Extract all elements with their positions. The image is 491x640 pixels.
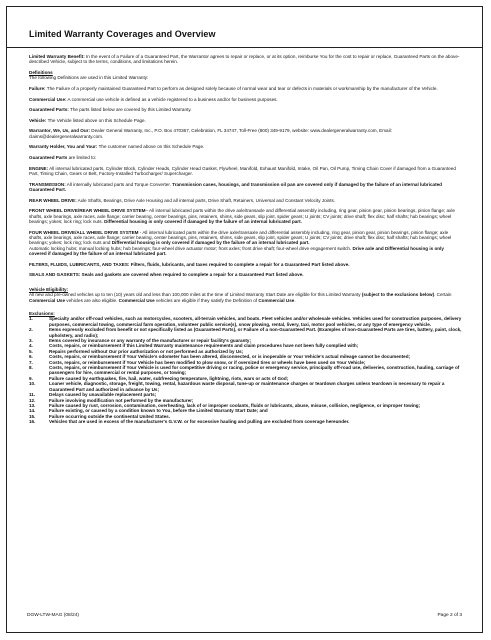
eligibility-heading: Vehicle Eligibility:	[29, 286, 69, 292]
definition-text: The parts listed below are covered by this Limited Warranty.	[68, 107, 192, 113]
exclusion-text: Repairs performed without Our prior authorization or not performed as authorized by Us;	[49, 348, 244, 354]
exclusion-text: Items expressly excluded from benefit or not specifically listed as (Guaranteed Parts), or Failure of a non-Guaranteed Part. (Examples of non-Guaranteed Parts are tires, battery, paint, clock, upholstery, and radio);	[49, 327, 462, 338]
eligibility-text	[29, 292, 462, 303]
definition-line	[29, 75, 462, 80]
definition-line	[29, 86, 462, 91]
exclusion-number: 14.	[29, 408, 36, 414]
definition-line	[29, 97, 462, 102]
coverage-engine	[29, 166, 462, 177]
eligibility-span: (subject to the exclusions below)	[361, 292, 435, 298]
document-page	[6, 6, 483, 633]
exclusion-text: Costs, repairs, or reimbursement if Your Vehicle is used for competitive driving or racing, police or emergency service, principally off-road use, deliveries, construction, hauling, carriage of passengers for hire, commercial or rental purposes, or towing;	[49, 365, 460, 376]
eligibility-section	[29, 287, 462, 303]
form-code: DGW-LTW-MAG (08/24)	[27, 613, 79, 618]
exclusion-text: Failure existing, or caused by a condition known to You, before the Limited Warranty Start Date; and	[49, 408, 268, 414]
definition-text: The customer named above on this Schedule Page.	[97, 144, 205, 150]
exclusion-text: Loaner vehicle, diagnostic, storage, freight, towing, rental, hazardous waste disposal, tune-up or maintenance charges or teardown charges unless teardown is necessary to repair a Guaranteed Part and authorized in advance by Us;	[49, 381, 445, 392]
exclusion-number: 5.	[29, 348, 33, 354]
benefit-label: Limited Warranty Benefit:	[29, 54, 85, 59]
exclusion-item	[29, 419, 462, 424]
exclusion-text: Failure caused by rust, corrosion, contamination, overheating, lack of or improper coolants, fluids or lubricants, abuse, misuse, collision, negligence, or improper towing;	[49, 402, 421, 408]
exclusion-text: Items covered by insurance or any warranty of the manufacturer or repair facility's guaranty;	[49, 338, 252, 344]
exclusion-number: 10.	[29, 381, 36, 387]
title-bar	[7, 7, 482, 48]
definition-text: The Vehicle listed above on this Schedule Page.	[46, 117, 146, 123]
coverage-text: – All internal lubricated parts within the drive axle/transaxle and differential assembly including, ring gear, pinion gear, pinion bearings, pinion flange; axle shafts, axle bearings, axle races, axle flange; carrier bearing, center bearings, pins, retainers, shims, side gears, slip joint, spider gears; U joints; CV joints; drive shaft; flex disc; half shafts; hub bearings; wheel bearings; yokes; lock ring; lock nuts.	[29, 208, 455, 224]
coverage-label: TRANSMISSION:	[29, 181, 66, 187]
definition-text: are limited to:	[67, 154, 97, 160]
exclusions-heading: Exclusions:	[29, 311, 55, 316]
definition-term: Warranty Holder, You and Your:	[29, 144, 98, 150]
exclusion-number: 11.	[29, 392, 36, 398]
exclusion-number: 13.	[29, 402, 36, 408]
coverage-text: All internally lubricated parts and Torque Converter.	[65, 181, 173, 187]
eligibility-span: Commercial Use	[29, 297, 66, 303]
exclusion-number: 7.	[29, 359, 33, 365]
coverage-rear-wheel-drive	[29, 198, 462, 203]
exclusion-item	[29, 365, 462, 376]
eligibility-span: All new and pre-owned vehicles up to ten (10) years old and less than 100,000 miles at the time of Limited Warranty Start Date are eligible for this Limited Warranty	[29, 292, 362, 298]
coverage-label: SEALS AND GASKETS:	[29, 272, 81, 278]
exclusion-number: 4.	[29, 343, 33, 349]
coverage-seals-gaskets	[29, 272, 462, 277]
benefit-paragraph	[29, 54, 462, 65]
exclusion-text: Costs, repairs, or reimbursement if this Limited Warranty maintenance requirements and claim procedures have not been fully complied with;	[49, 343, 359, 349]
coverage-note: Differential housing is only covered if damaged by the failure of an internal lubricated part.	[111, 240, 310, 246]
exclusion-text: Vehicles that are used in excess of the manufacturer's G.V.W. or for excessive hauling and pulling are excluded from coverage hereunder.	[49, 419, 350, 425]
definition-text: The following Definitions are used in this Limited Warranty:	[29, 75, 149, 81]
definition-line	[29, 128, 462, 139]
exclusion-text: Specialty and/or off-road vehicles, such as motorcycles, scooters, all-terrain vehicles, and boats. Fleet vehicles and/or wholesale vehicles. Vehicles used for construction purposes, delivery purposes, commercial towing, commercial farm operation, volunteer public service(s), snow plowing, rental, livery, taxi, motor pool vehicles, or any type of emergency vehicle.	[49, 316, 462, 327]
definition-line	[29, 155, 462, 160]
definition-term: Warrantor, We, Us, and Our:	[29, 128, 91, 134]
definition-line	[29, 107, 462, 112]
eligibility-span: Commercial Use	[258, 297, 295, 303]
exclusion-number: 16.	[29, 419, 36, 425]
eligibility-span: vehicles are also eligible.	[65, 297, 119, 303]
benefit-text: In the event of a Failure of a Guaranteed Part, the Warrantor agrees to repair or replace, or at its option, reimburse You for the cost to repair or replace, Guaranteed Parts on the above-described Vehicle, subject to the terms, conditions, and limitations herein.	[29, 54, 460, 65]
exclusion-number: 1.	[29, 316, 33, 322]
definition-term: Failure:	[29, 86, 46, 91]
exclusion-number: 8.	[29, 365, 33, 371]
definition-text: A commercial use vehicle is defined as a vehicle registered to a business and/or for business purposes.	[66, 96, 278, 102]
exclusion-text: Failure occurring outside the continental United States.	[49, 413, 170, 419]
exclusion-number: 15.	[29, 413, 36, 419]
definition-term: Guaranteed Parts:	[29, 107, 69, 113]
exclusion-number: 9.	[29, 375, 33, 381]
exclusion-text: Delays caused by unavailable replacement parts;	[49, 392, 157, 398]
definitions-section	[29, 70, 462, 160]
definitions-heading: Definitions	[29, 70, 53, 75]
eligibility-span: vehicles are eligible if they satisfy the Definition of	[154, 297, 259, 303]
coverage-transmission	[29, 182, 462, 193]
coverage-note: Transmission cases, housings, and transmission oil pan are covered only if damaged by the failure of an internal lubricated Guaranteed Part.	[29, 181, 442, 192]
coverage-label: FRONT WHEEL DRIVE/REAR WHEEL DRIVE SYSTEM	[29, 208, 146, 214]
definition-text: The Failure of a properly maintained Guaranteed Part to perform as designed solely because of normal wear and tear or defects in materials or workmanship by the manufacturer of the Vehicle.	[45, 86, 438, 91]
coverage-note: Differential housing is only covered if damaged by the failure of an internal lubricated part.	[104, 218, 302, 224]
exclusions-list	[29, 316, 462, 424]
exclusion-number: 6.	[29, 354, 33, 360]
definition-line	[29, 118, 462, 123]
exclusions-section	[29, 311, 462, 425]
coverage-note: Drive axle and Differential housing is only covered if damaged by the failure of an internal lubricated part.	[29, 245, 444, 257]
eligibility-span: Commercial Use	[118, 297, 155, 303]
eligibility-span: . Certain	[434, 292, 452, 298]
exclusion-item	[29, 327, 462, 338]
definition-term: Vehicle:	[29, 117, 47, 123]
coverage-four-wheel-drive	[29, 230, 462, 246]
exclusion-number: 3.	[29, 338, 33, 344]
definition-term: Guaranteed Parts	[29, 154, 68, 160]
coverage-label: REAR WHEEL DRIVE:	[29, 197, 77, 203]
exclusion-text: Failure caused by earthquakes, fire, hail, water, subfreezing temperature, lightning, riots, wars or acts of God;	[49, 375, 289, 381]
exclusion-item	[29, 316, 462, 327]
coverage-text: - All internal lubricated parts within the drive axle/transaxle and differential assembly including, ring gear, pinion gear, pinion bearings, pinion flange; axle shafts, axle bearings, axle races, axle flange; carrier bearing, center bearings, pins, retainers, shims, side gears, slip joint, spider gears; U joints; CV joints; drive shaft; flex disc; half shafts; hub bearings; wheel bearings; yokes; lock ring; lock nuts and	[29, 229, 452, 246]
coverage-text: Automatic locking hubs; manual locking hubs; hub bearings; four-wheel drive actuator motor; front axles; front drive shaft; four-wheel drive engagement switch.	[29, 245, 353, 251]
coverage-text: Axle Shafts, Bearings, Drive Axle Housing and all internal parts, Drive Shaft, Retainers, Universal and Constant Velocity Joints.	[76, 197, 336, 203]
coverage-front-wheel-drive	[29, 208, 462, 224]
coverage-four-wheel-drive-extra	[29, 246, 462, 257]
definition-line	[29, 144, 462, 149]
coverage-text: All internal lubricated parts, Cylinder Block, Cylinder Heads, Cylinder Head Gasket, Flywheel, Manifold, Exhaust Manifold, Intake, Oil Pan, Oil Pump, Timing Chain Cover if damaged from a Guaranteed Part, Timing Chain, Gears or Belt, Factory-Installed Turbocharger/ Supercharger.	[29, 165, 456, 176]
exclusion-text: Costs, repairs, or reimbursement if Your Vehicle's odometer has been altered, disconnected, or is inoperable or Your Vehicle's actual mileage cannot be documented;	[49, 354, 411, 360]
coverage-label: ENGINE:	[29, 165, 49, 171]
exclusion-text: Costs, repairs, or reimbursement if Your Vehicle has been modified to plow snow, or if oversized tires or wheels have been used on Your Vehicle;	[49, 359, 366, 365]
definition-term: Commercial Use:	[29, 96, 67, 102]
coverage-filters-fluids	[29, 262, 462, 267]
eligibility-span: .	[294, 297, 296, 303]
coverage-note: Filters, fluids, lubricants, and taxes required to complete a repair for a Guaranteed Part listed above.	[129, 261, 350, 267]
page-title: Limited Warranty Coverages and Overview	[29, 29, 216, 39]
exclusion-number: 2.	[29, 327, 33, 333]
coverage-label: FOUR WHEEL DRIVE/ALL WHEEL DRIVE SYSTEM	[29, 229, 139, 235]
exclusion-item	[29, 381, 462, 392]
coverage-label: FILTERS, FLUIDS, LUBRICANTS, AND TAXES:	[29, 261, 130, 267]
document-body	[29, 54, 462, 425]
definition-text: Dealer General Warranty, Inc., P.O. Box 470367, Celebration, FL 34747, Toll-Free (800) 349-9179, website: www.dealergeneralwarranty.com, Email: claims@dealergeneralwarranty.com.	[29, 128, 392, 139]
exclusion-text: Failure involving modification not performed by the manufacturer;	[49, 397, 194, 403]
coverage-note: Seals and gaskets are covered when required to complete a repair for a Guaranteed Part listed above.	[80, 272, 304, 278]
exclusion-number: 12.	[29, 397, 36, 403]
page-number: Page 2 of 3	[437, 613, 462, 618]
